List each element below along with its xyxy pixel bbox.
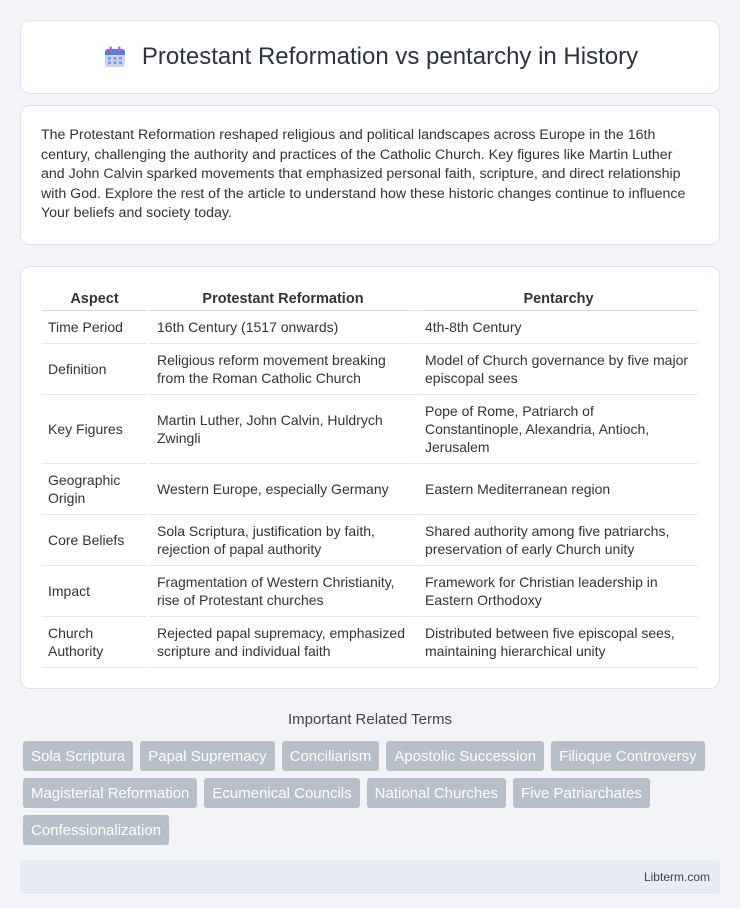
related-term-tag[interactable]: Papal Supremacy (140, 741, 274, 771)
row-pentarchy-value: Framework for Christian leadership in Eastern Orthodoxy (415, 566, 698, 617)
row-protestant-value: Rejected papal supremacy, emphasized scripture and individual faith (147, 617, 415, 668)
table-row (42, 395, 698, 464)
header-card (20, 20, 720, 94)
page-title: Protestant Reformation vs pentarchy in History (141, 43, 639, 70)
related-term-tag[interactable]: Magisterial Reformation (23, 778, 197, 808)
intro-text: The Protestant Reformation reshaped religious and political landscapes across Europe in the 16th century, challenging the authority and practices of the Catholic Church. Key figures like Martin Luther and John Calvin sparked movements that emphasized personal faith, scripture, and direct relationship with God. Explore the rest of the article to understand how these historic changes continue to influence Your beliefs and society today. (41, 127, 686, 222)
row-pentarchy-value: Shared authority among five patriarchs, preservation of early Church unity (415, 515, 698, 566)
table-header-row (42, 287, 698, 311)
row-aspect: Geographic Origin (42, 464, 147, 515)
table-row (42, 617, 698, 668)
related-term-tag[interactable]: National Churches (367, 778, 506, 808)
related-term-tag[interactable]: Apostolic Succession (386, 741, 544, 771)
row-protestant-value: Western Europe, especially Germany (147, 464, 415, 515)
related-term-tag[interactable]: Confessionalization (23, 815, 169, 845)
row-protestant-value: Religious reform movement breaking from the Roman Catholic Church (147, 344, 415, 395)
table-row (42, 566, 698, 617)
footer-brand-link[interactable]: Libterm.com (643, 869, 710, 884)
row-aspect: Key Figures (42, 395, 147, 464)
comparison-card (20, 266, 720, 689)
row-pentarchy-value: Distributed between five episcopal sees, maintaining hierarchical unity (415, 617, 698, 668)
row-pentarchy-value: Model of Church governance by five major episcopal sees (415, 344, 698, 395)
row-pentarchy-value: Eastern Mediterranean region (415, 464, 698, 515)
row-aspect: Definition (42, 344, 147, 395)
header-pentarchy: Pentarchy (415, 287, 698, 311)
row-protestant-value: Martin Luther, John Calvin, Huldrych Zwingli (147, 395, 415, 464)
related-term-tag[interactable]: Filioque Controversy (551, 741, 705, 771)
header-protestant-reformation: Protestant Reformation (147, 287, 415, 311)
table-row (42, 464, 698, 515)
row-aspect: Impact (42, 566, 147, 617)
table-row (42, 311, 698, 344)
row-protestant-value: Sola Scriptura, justification by faith, rejection of papal authority (147, 515, 415, 566)
related-term-tag[interactable]: Five Patriarchates (513, 778, 650, 808)
row-aspect: Time Period (42, 311, 147, 344)
row-protestant-value: 16th Century (1517 onwards) (147, 311, 415, 344)
comparison-table (42, 287, 698, 668)
row-aspect: Church Authority (42, 617, 147, 668)
header-aspect: Aspect (42, 287, 147, 311)
row-protestant-value: Fragmentation of Western Christianity, rise of Protestant churches (147, 566, 415, 617)
related-term-tag[interactable]: Sola Scriptura (23, 741, 133, 771)
row-pentarchy-value: 4th-8th Century (415, 311, 698, 344)
related-terms-title: Important Related Terms (288, 710, 452, 728)
calendar-icon (102, 44, 128, 70)
footer (20, 860, 720, 894)
related-term-tag[interactable]: Ecumenical Councils (204, 778, 359, 808)
intro-card (20, 105, 720, 245)
related-terms-list (20, 741, 720, 845)
related-term-tag[interactable]: Conciliarism (282, 741, 380, 771)
row-pentarchy-value: Pope of Rome, Patriarch of Constantinople, Alexandria, Antioch, Jerusalem (415, 395, 698, 464)
table-row (42, 515, 698, 566)
table-row (42, 344, 698, 395)
row-aspect: Core Beliefs (42, 515, 147, 566)
